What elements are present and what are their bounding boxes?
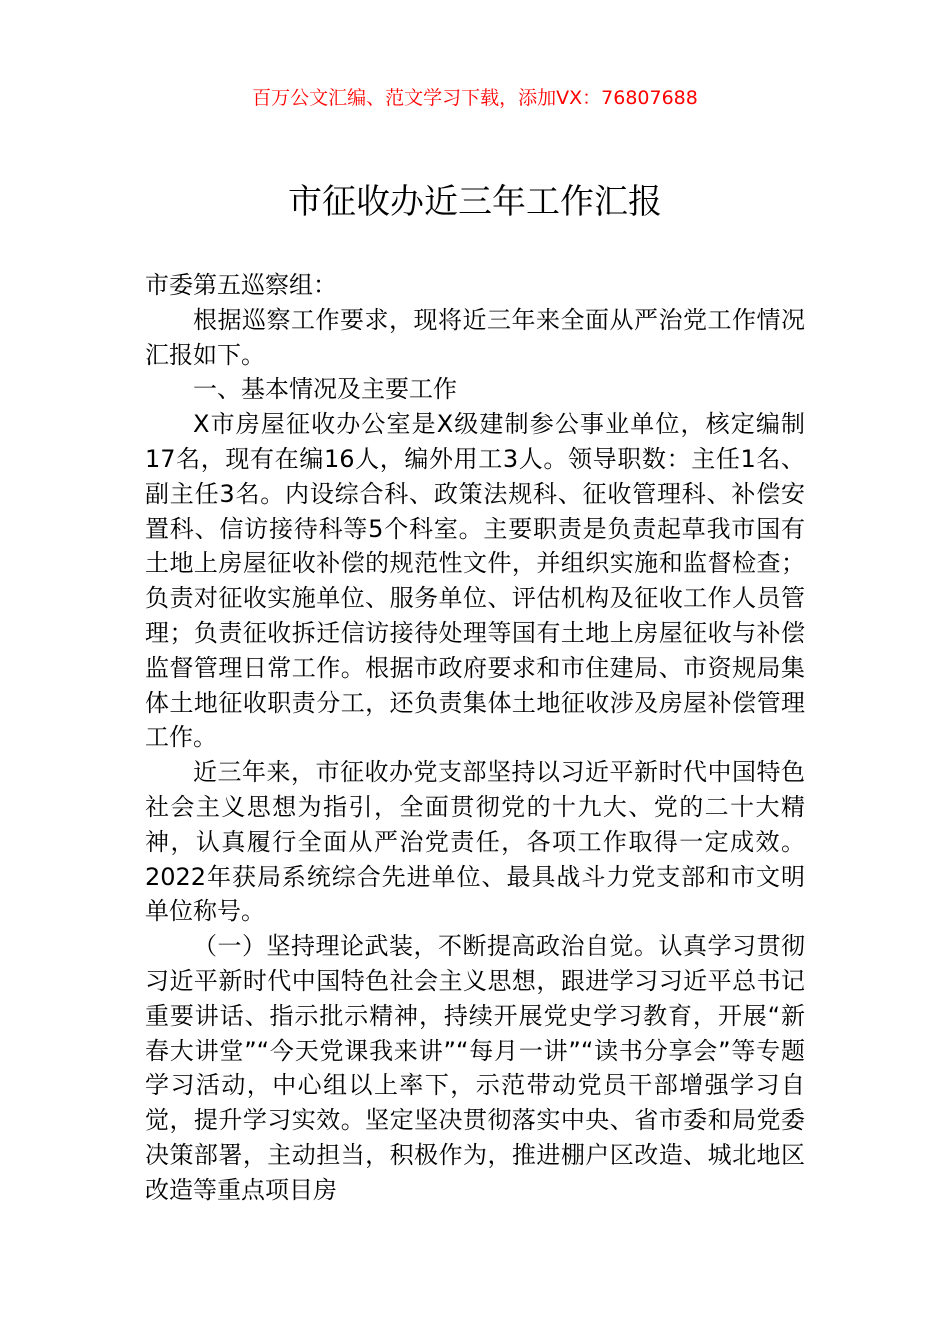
paragraph-basic-info: X市房屋征收办公室是X级建制参公事业单位，核定编制17名，现有在编16人，编外用工3人。领导职数：主任1名、副主任3名。内设综合科、政策法规科、征收管理科、补偿安置科、信访接待科等5个科室。主要职责是负责起草我市国有土地上房屋征收补偿的规范性文件，并组织实施和监督检查；负责对征收实施单位、服务单位、评估机构及征收工作人员管理；负责征收拆迁信访接待处理等国有土地上房屋征收与补偿监督管理日常工作。根据市政府要求和市住建局、市资规局集体土地征收职责分工，还负责集体土地征收涉及房屋补偿管理工作。 — [145, 410, 805, 752]
document-title: 市征收办近三年工作汇报 — [288, 182, 662, 222]
watermark-banner: 百万公文汇编、范文学习下载，添加VX：76807688 — [252, 87, 698, 109]
section-heading: 一、基本情况及主要工作 — [193, 375, 457, 404]
paragraph-theory-study: （一）坚持理论武装，不断提高政治自觉。认真学习贯彻习近平新时代中国特色社会主义思想，跟进学习习近平总书记重要讲话、指示批示精神，持续开展党史学习教育，开展“新春大讲堂”“今天党课我来讲”“每月一讲”“读书分享会”等专题学习活动，中心组以上率下，示范带动党员干部增强学习自觉，提升学习实效。坚定坚决贯彻落实中央、省市委和局党委决策部署，主动担当，积极作为，推进棚户区改造、城北地区改造等重点项目房 — [145, 932, 805, 1204]
document-body — [145, 268, 805, 1208]
paragraph-intro: 根据巡察工作要求，现将近三年来全面从严治党工作情况汇报如下。 — [145, 305, 805, 369]
paragraph-achievements: 近三年来，市征收办党支部坚持以习近平新时代中国特色社会主义思想为指引，全面贯彻党的十九大、党的二十大精神，认真履行全面从严治党责任，各项工作取得一定成效。2022年获局系统综合先进单位、最具战斗力党支部和市文明单位称号。 — [145, 758, 805, 926]
salutation: 市委第五巡察组： — [145, 271, 337, 299]
